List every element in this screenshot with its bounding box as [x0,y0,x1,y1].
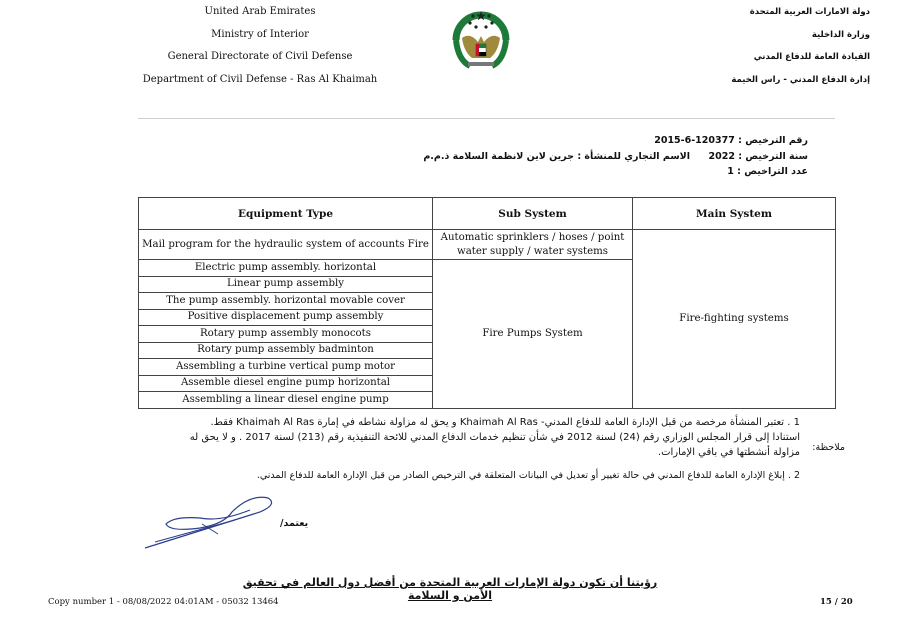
license-number-value: 2015-6-120377 [654,135,735,146]
header-main-system: Main System [633,198,836,230]
trade-name [423,151,690,162]
header-sub-system: Sub System [433,198,633,230]
sub-system-cell: Fire Pumps System [433,260,633,409]
trade-name-label: الاسم التجاري للمنشأة : [577,151,690,162]
license-count-value: 1 [727,166,734,177]
header-ar-country: دولة الامارات العربية المتحدة [749,7,870,17]
note-1-line-2: استنادا إلى قرار المجلس الوزاري رقم (24) لسنة 2012 في شأن تنظيم خدمات الدفاع المدني للائحة التنفيذية رقم (213) لسنة 2017 . و لا يحق له [189,432,800,443]
license-number-label: رقم الترخيص : [738,135,808,146]
equipment-cell: Mail program for the hydraulic system of accounts Fire [139,230,433,260]
footer-slogan: رؤيتنا أن تكون دولة الإمارات العربية المتحدة من أفضل دول العالم في تحقيق الأمن و السلامة [242,576,658,602]
equipment-cell: Electric pump assembly. horizontal [139,260,433,277]
equipment-cell: Positive displacement pump assembly [139,309,433,326]
copy-info: Copy number 1 - 08/08/2022 04:01AM - 05032 13464 [48,597,279,607]
note-1-line-3: مزاولة أنشطتها في باقي الإمارات. [657,447,800,458]
header-en-country: United Arab Emirates [204,6,316,17]
equipment-cell: Rotary pump assembly badminton [139,342,433,359]
main-system-cell: Fire-fighting systems [633,230,836,409]
equipment-cell: Assembling a turbine vertical pump motor [139,359,433,376]
license-count [727,166,808,177]
equipment-cell: Assembling a linear diesel engine pump [139,392,433,409]
page-number: 15 / 20 [820,597,853,607]
header-divider [138,118,835,119]
notes-label: ملاحظة: [812,442,845,453]
license-number [654,135,808,146]
license-year-value: 2022 [708,151,735,162]
table-row [139,230,836,260]
equipment-cell: The pump assembly. horizontal movable cover [139,293,433,310]
equipment-cell: Linear pump assembly [139,276,433,293]
equipment-cell: Assemble diesel engine pump horizontal [139,375,433,392]
header-equipment-type: Equipment Type [139,198,433,230]
license-count-label: عدد التراخيص : [737,166,808,177]
header-en-directorate: General Directorate of Civil Defense [167,51,353,62]
signature-label: يعتمد/ [280,518,309,529]
emblem-icon [448,2,514,72]
equipment-table [138,197,836,409]
header-en-department: Department of Civil Defense - Ras Al Khaimah [142,74,378,85]
note-1-line-1: 1 . تعتبر المنشأة مرخصة من قبل الإدارة العامة للدفاع المدني- Khaimah Al Ras و يحق له مزاولة نشاطه في إمارة Khaimah Al Ras فقط. [210,417,800,428]
license-year-label: سنة الترخيص : [738,151,808,162]
sub-system-cell: Automatic sprinklers / hoses / point water supply / water systems [433,230,633,260]
license-year [709,151,808,162]
note-2: 2 . إبلاغ الإدارة العامة للدفاع المدني في حالة تغيير أو تعديل في البيانات المتعلقة في الترخيص الصادر من قبل الإدارة العامة للدفاع المدني. [256,470,800,481]
equipment-cell: Rotary pump assembly monocots [139,326,433,343]
header-en-ministry: Ministry of Interior [211,29,309,40]
signature-icon [140,490,290,550]
header-ar-ministry: وزارة الداخلية [811,30,870,40]
header-ar-directorate: القيادة العامة للدفاع المدني [753,52,870,62]
table-header-row [139,198,836,230]
header-ar-department: إدارة الدفاع المدني - راس الخيمة [731,75,870,85]
trade-name-value: جرين لاين لانظمة السلامة ذ.م.م [423,151,575,162]
